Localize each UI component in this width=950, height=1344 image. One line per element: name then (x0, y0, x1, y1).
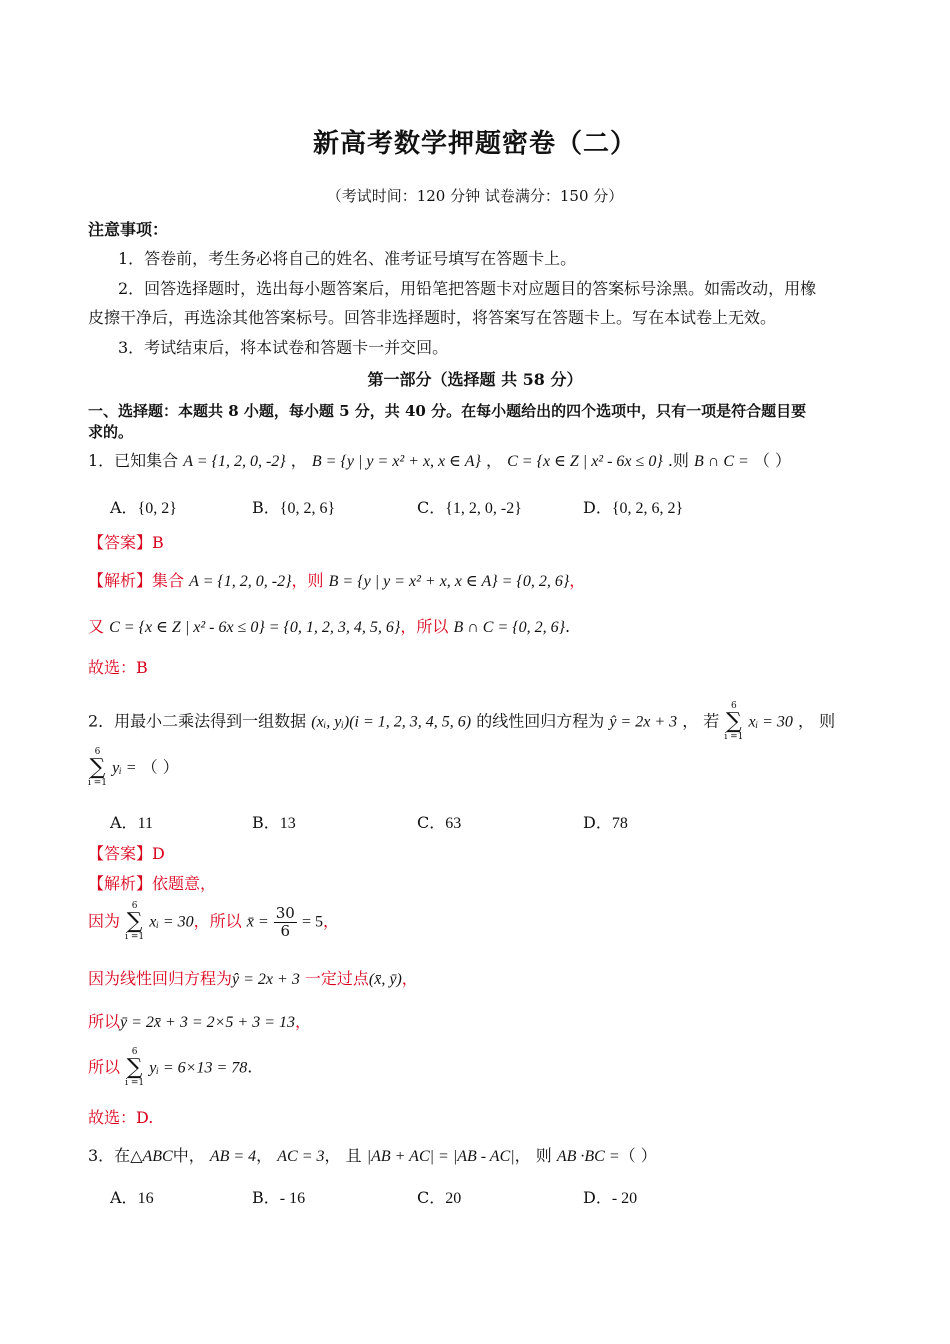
q1-choose: 故选：B (88, 658, 148, 677)
section-instruction-a: 一、选择题：本题共 8 小题，每小题 5 分，共 40 分。在每小题给出的四个选项中，只有一项是符合题目要 (88, 402, 807, 420)
q1-option-a: A．{0, 2} (110, 498, 177, 517)
q1-option-d: D．{0, 2, 6, 2} (583, 498, 684, 517)
q1-analysis-2: 又 C = {x ∈ Z | x² - 6x ≤ 0} = {0, 1, 2, 3, 4, 5, 6}，所以 B ∩ C = {0, 2, 6}. (88, 617, 571, 636)
page-title: 新高考数学押题密卷（二） (312, 129, 637, 159)
q1-set-a: A = {1, 2, 0, -2} (183, 453, 286, 470)
q1-blank: （ ） (753, 451, 791, 470)
q2-analysis-4: 所以 6 ∑ i =1 yᵢ = 6×13 = 78. (88, 1047, 253, 1088)
notice-2a: 2．回答选择题时，选出每小题答案后，用铅笔把答题卡对应题目的答案标号涂黑。如需改动，用橡 (118, 279, 817, 298)
notice-3: 3．考试结束后，将本试卷和答题卡一并交回。 (118, 338, 449, 357)
q2-analysis-2: 因为线性回归方程为ŷ = 2x + 3 一定过点(x̄, ȳ)， (88, 969, 418, 988)
sum-symbol-icon: 6 ∑ i =1 (88, 747, 108, 788)
notice-1: 1．答卷前，考生务必将自己的姓名、准考证号填写在答题卡上。 (118, 249, 577, 268)
q1-option-c: C．{1, 2, 0, -2} (417, 498, 522, 517)
question-1: 1．已知集合 A = {1, 2, 0, -2} ， B = {y | y = x² + x, x ∈ A} ， C = {x ∈ Z | x² - 6x ≤ 0} .则 B ∩ C = （ ） (88, 451, 791, 470)
q2-option-d: D．78 (583, 813, 628, 832)
q3-option-b: B．- 16 (252, 1188, 306, 1207)
question-3: 3．在△ABC中， AB = 4， AC = 3， 且 |AB + AC| = |AB - AC|， 则 AB ·BC =（ ） (88, 1146, 657, 1165)
sum-symbol-icon: 6 ∑ i =1 (724, 701, 744, 742)
q1-set-c: C = {x ∈ Z | x² - 6x ≤ 0} (507, 453, 663, 470)
q1-option-b: B．{0, 2, 6} (252, 498, 336, 517)
part-heading: 第一部分（选择题 共 58 分） (367, 370, 583, 389)
q3-option-d: D．- 20 (583, 1188, 638, 1207)
q2-analysis-3: 所以ȳ = 2x̄ + 3 = 2×5 + 3 = 13， (88, 1012, 312, 1031)
q1-answer: 【答案】B (88, 533, 164, 552)
sum-symbol-icon: 6 ∑ i =1 (125, 1047, 145, 1088)
notice-heading: 注意事项： (88, 220, 169, 239)
question-2-cont: 6 ∑ i =1 yᵢ = （ ） (88, 747, 179, 788)
q1-set-b: B = {y | y = x² + x, x ∈ A} (311, 453, 481, 470)
q2-choose: 故选：D. (88, 1108, 154, 1127)
q1-expr: B ∩ C = (694, 453, 749, 470)
question-2: 2．用最小二乘法得到一组数据 (xᵢ, yᵢ)(i = 1, 2, 3, 4, 5, 6) 的线性回归方程为 ŷ = 2x + 3 ， 若 6 ∑ i =1 xᵢ = 30 ， 则 (88, 701, 836, 742)
exam-subtitle: （考试时间：120 分钟 试卷满分：150 分） (326, 187, 624, 205)
sum-symbol-icon: 6 ∑ i =1 (125, 901, 145, 942)
q2-analysis-1: 因为 6 ∑ i =1 xᵢ = 30，所以 x̄ = $\frac{30}{6}$ = 5， (88, 901, 339, 942)
q2-analysis-0: 【解析】依题意， (88, 874, 217, 893)
q1-ask: .则 (667, 451, 689, 470)
q3-option-c: C．20 (417, 1188, 462, 1207)
notice-2b: 皮擦干净后，再选涂其他答案标号。回答非选择题时，将答案写在答题卡上。写在本试卷上无效。 (88, 308, 777, 327)
q2-option-b: B．13 (252, 813, 296, 832)
q3-option-a: A．16 (110, 1188, 154, 1207)
q1-analysis-1: 【解析】集合 A = {1, 2, 0, -2}，则 B = {y | y = x² + x, x ∈ A} = {0, 2, 6}， (88, 571, 586, 590)
section-instruction-b: 求的。 (88, 423, 134, 441)
q2-option-c: C．63 (417, 813, 462, 832)
q2-answer: 【答案】D (88, 844, 165, 863)
q2-option-a: A．11 (110, 813, 153, 832)
q1-number: 1．已知集合 (88, 451, 179, 470)
